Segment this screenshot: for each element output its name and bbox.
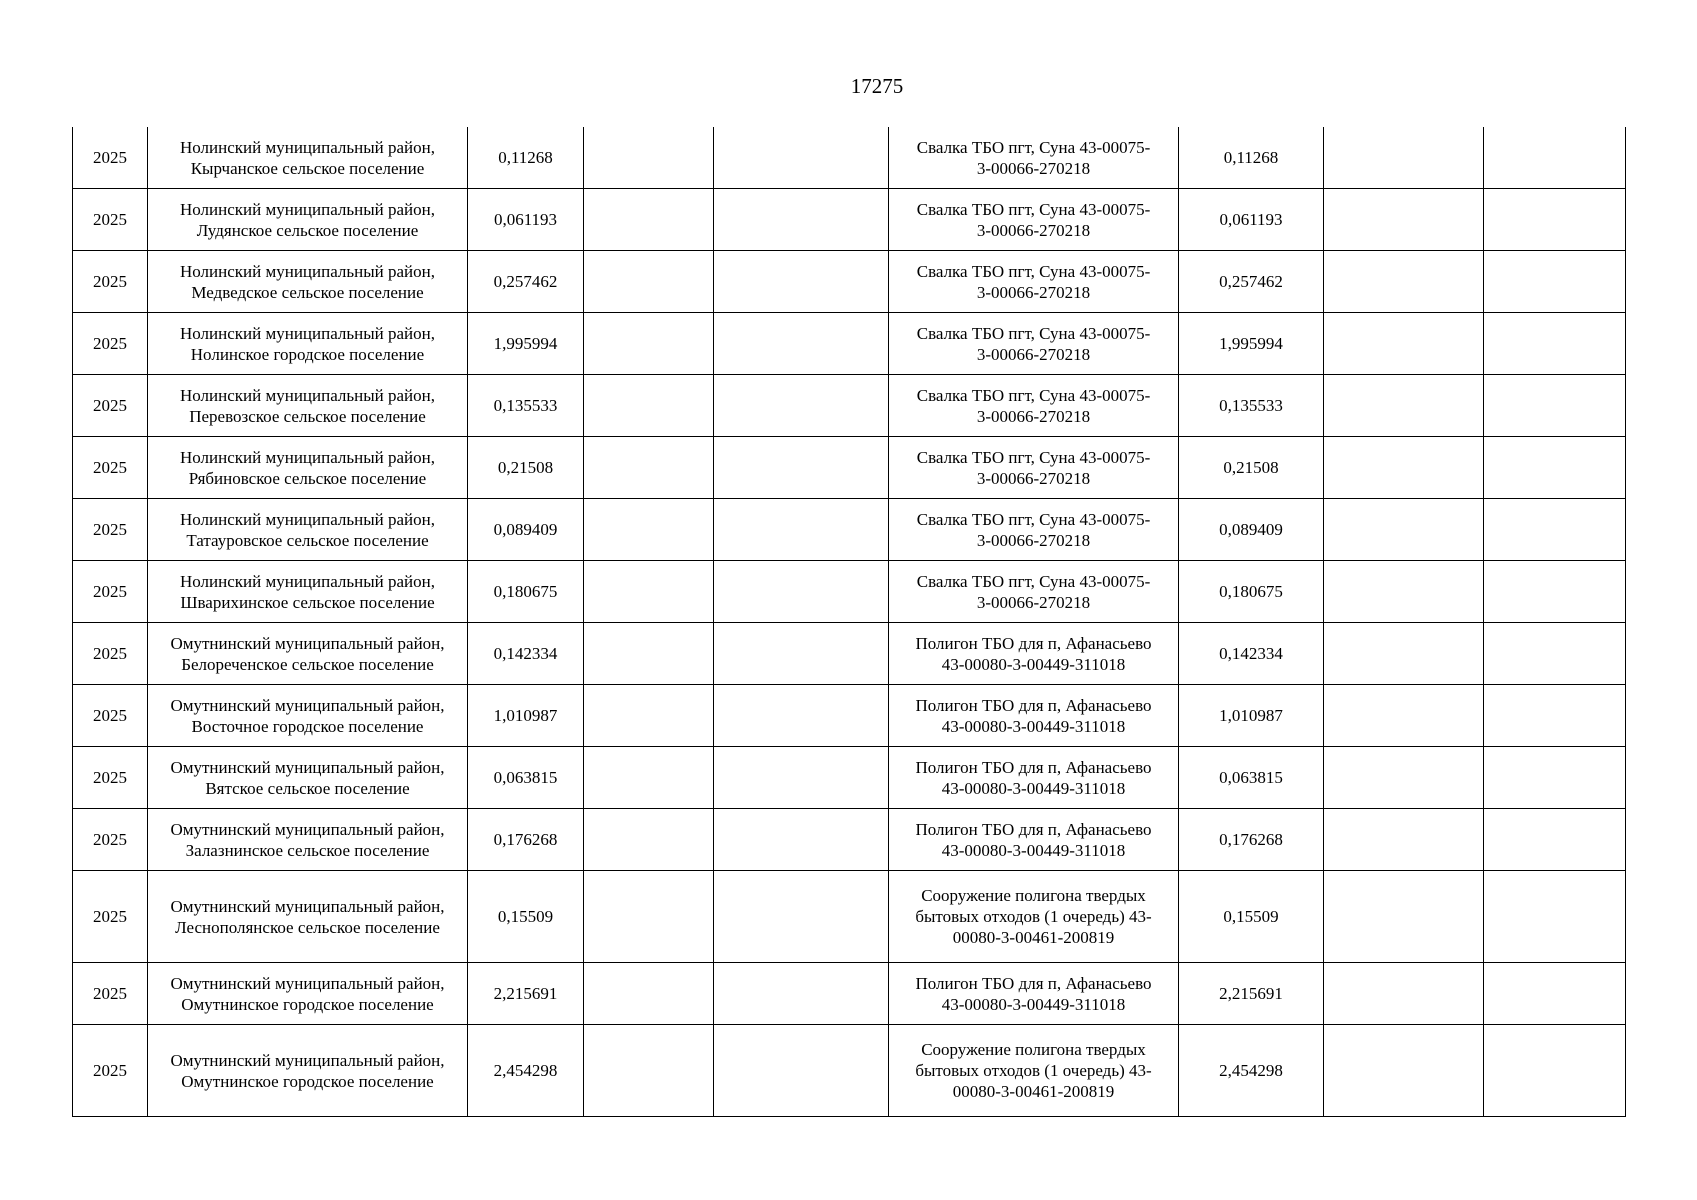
mass-cell: 0,21508: [468, 437, 584, 499]
empty-cell: [584, 963, 714, 1025]
facility-line: Свалка ТБО пгт, Суна 43-00075-: [916, 385, 1151, 405]
year-cell: 2025: [73, 189, 148, 251]
empty-cell: [1484, 127, 1626, 189]
settlement-name: Шварихинское сельское поселение: [180, 592, 435, 612]
facility-line: 3-00066-270218: [976, 592, 1091, 612]
mass-cell: 0,180675: [468, 561, 584, 623]
received-mass-cell: 0,21508: [1179, 437, 1324, 499]
empty-cell: [1324, 437, 1484, 499]
year-cell: 2025: [73, 499, 148, 561]
table-row: [73, 685, 1626, 747]
empty-cell: [714, 1025, 889, 1117]
received-mass-cell: 1,010987: [1179, 685, 1324, 747]
municipality-cell: [148, 127, 468, 189]
facility-line: 43-00080-3-00449-311018: [941, 994, 1126, 1014]
year-cell: 2025: [73, 561, 148, 623]
district-name: Омутнинский муниципальный район,: [170, 819, 445, 839]
table-row: [73, 375, 1626, 437]
facility-line: 43-00080-3-00449-311018: [941, 716, 1126, 736]
district-name: Омутнинский муниципальный район,: [170, 896, 445, 916]
municipality-cell: [148, 1025, 468, 1117]
facility-line: Сооружение полигона твердых: [921, 886, 1146, 905]
empty-cell: [1324, 809, 1484, 871]
municipality-cell: [148, 747, 468, 809]
year-cell: 2025: [73, 251, 148, 313]
received-mass-cell: 0,063815: [1179, 747, 1324, 809]
year-cell: 2025: [73, 437, 148, 499]
empty-cell: [1484, 809, 1626, 871]
district-name: Нолинский муниципальный район,: [179, 447, 436, 467]
empty-cell: [584, 1025, 714, 1117]
district-name: Омутнинский муниципальный район,: [170, 1050, 445, 1070]
empty-cell: [1324, 189, 1484, 251]
district-name: Нолинский муниципальный район,: [179, 509, 436, 529]
facility-line: Полигон ТБО для п, Афанасьево: [915, 819, 1152, 839]
received-mass-cell: 0,135533: [1179, 375, 1324, 437]
facility-line: Свалка ТБО пгт, Суна 43-00075-: [916, 447, 1151, 467]
facility-cell: [889, 251, 1179, 313]
facility-cell: [889, 963, 1179, 1025]
facility-line: Полигон ТБО для п, Афанасьево: [915, 757, 1152, 777]
table-row: [73, 809, 1626, 871]
settlement-name: Омутнинское городское поселение: [181, 1071, 434, 1091]
facility-line: Свалка ТБО пгт, Суна 43-00075-: [916, 261, 1151, 281]
facility-line: Свалка ТБО пгт, Суна 43-00075-: [916, 137, 1151, 157]
settlement-name: Перевозское сельское поселение: [189, 406, 426, 426]
received-mass-cell: 0,061193: [1179, 189, 1324, 251]
facility-cell: [889, 499, 1179, 561]
facility-line: 43-00080-3-00449-311018: [941, 778, 1126, 798]
municipality-cell: [148, 561, 468, 623]
received-mass-cell: 0,142334: [1179, 623, 1324, 685]
district-name: Омутнинский муниципальный район,: [170, 695, 445, 715]
facility-cell: [889, 127, 1179, 189]
empty-cell: [584, 375, 714, 437]
facility-cell: [889, 561, 1179, 623]
settlement-name: Залазнинское сельское поселение: [185, 840, 430, 860]
empty-cell: [584, 871, 714, 963]
mass-cell: 0,15509: [468, 871, 584, 963]
year-cell: 2025: [73, 809, 148, 871]
empty-cell: [584, 623, 714, 685]
facility-line: Полигон ТБО для п, Афанасьево: [915, 695, 1152, 715]
empty-cell: [1484, 1025, 1626, 1117]
empty-cell: [1484, 499, 1626, 561]
mass-cell: 0,176268: [468, 809, 584, 871]
table-row: [73, 251, 1626, 313]
empty-cell: [584, 189, 714, 251]
empty-cell: [1484, 375, 1626, 437]
mass-cell: 0,061193: [468, 189, 584, 251]
table-row: [73, 747, 1626, 809]
facility-line: 3-00066-270218: [976, 530, 1091, 550]
received-mass-cell: 0,180675: [1179, 561, 1324, 623]
empty-cell: [1484, 561, 1626, 623]
district-name: Нолинский муниципальный район,: [179, 323, 436, 343]
facility-line: бытовых отходов (1 очередь) 43-: [915, 1061, 1152, 1080]
settlement-name: Медведское сельское поселение: [191, 282, 424, 302]
table-row: [73, 437, 1626, 499]
municipality-cell: [148, 189, 468, 251]
empty-cell: [1484, 963, 1626, 1025]
empty-cell: [1324, 561, 1484, 623]
empty-cell: [1484, 251, 1626, 313]
empty-cell: [1324, 871, 1484, 963]
facility-cell: [889, 685, 1179, 747]
mass-cell: 0,063815: [468, 747, 584, 809]
empty-cell: [1324, 251, 1484, 313]
facility-line: 3-00066-270218: [976, 468, 1091, 488]
empty-cell: [584, 809, 714, 871]
settlement-name: Вятское сельское поселение: [205, 778, 410, 798]
municipality-cell: [148, 251, 468, 313]
mass-cell: 0,135533: [468, 375, 584, 437]
facility-cell: [889, 313, 1179, 375]
empty-cell: [714, 871, 889, 963]
empty-cell: [714, 189, 889, 251]
table-row: [73, 127, 1626, 189]
empty-cell: [714, 963, 889, 1025]
data-table: [72, 127, 1626, 1117]
facility-line: Свалка ТБО пгт, Суна 43-00075-: [916, 509, 1151, 529]
facility-line: Свалка ТБО пгт, Суна 43-00075-: [916, 571, 1151, 591]
received-mass-cell: 0,11268: [1179, 127, 1324, 189]
empty-cell: [584, 561, 714, 623]
municipality-cell: [148, 685, 468, 747]
empty-cell: [1324, 685, 1484, 747]
mass-cell: 2,215691: [468, 963, 584, 1025]
facility-cell: [889, 623, 1179, 685]
empty-cell: [584, 313, 714, 375]
empty-cell: [714, 747, 889, 809]
facility-line: 3-00066-270218: [976, 344, 1091, 364]
table-row: [73, 313, 1626, 375]
empty-cell: [584, 747, 714, 809]
table-body: [73, 127, 1626, 1117]
settlement-name: Омутнинское городское поселение: [181, 994, 434, 1014]
empty-cell: [1484, 871, 1626, 963]
empty-cell: [1484, 623, 1626, 685]
empty-cell: [1484, 685, 1626, 747]
mass-cell: 1,995994: [468, 313, 584, 375]
mass-cell: 1,010987: [468, 685, 584, 747]
year-cell: 2025: [73, 871, 148, 963]
empty-cell: [714, 623, 889, 685]
district-name: Омутнинский муниципальный район,: [170, 973, 445, 993]
received-mass-cell: 0,176268: [1179, 809, 1324, 871]
mass-cell: 0,11268: [468, 127, 584, 189]
empty-cell: [584, 685, 714, 747]
facility-line: 3-00066-270218: [976, 406, 1091, 426]
district-name: Нолинский муниципальный район,: [179, 385, 436, 405]
received-mass-cell: 0,257462: [1179, 251, 1324, 313]
mass-cell: 2,454298: [468, 1025, 584, 1117]
year-cell: 2025: [73, 313, 148, 375]
facility-line: Свалка ТБО пгт, Суна 43-00075-: [916, 323, 1151, 343]
empty-cell: [1324, 1025, 1484, 1117]
table-row: [73, 963, 1626, 1025]
table-row: [73, 623, 1626, 685]
municipality-cell: [148, 499, 468, 561]
district-name: Омутнинский муниципальный район,: [170, 757, 445, 777]
table-row: [73, 871, 1626, 963]
table-row: [73, 1025, 1626, 1117]
mass-cell: 0,142334: [468, 623, 584, 685]
empty-cell: [1324, 375, 1484, 437]
facility-line: 43-00080-3-00449-311018: [941, 654, 1126, 674]
empty-cell: [1484, 747, 1626, 809]
empty-cell: [1324, 623, 1484, 685]
received-mass-cell: 0,089409: [1179, 499, 1324, 561]
empty-cell: [714, 375, 889, 437]
facility-line: 3-00066-270218: [976, 220, 1091, 240]
year-cell: 2025: [73, 375, 148, 437]
table-row: [73, 561, 1626, 623]
facility-line: Полигон ТБО для п, Афанасьево: [915, 973, 1152, 993]
settlement-name: Восточное городское поселение: [191, 716, 424, 736]
municipality-cell: [148, 809, 468, 871]
facility-cell: [889, 871, 1179, 963]
settlement-name: Нолинское городское поселение: [190, 344, 425, 364]
municipality-cell: [148, 313, 468, 375]
facility-cell: [889, 437, 1179, 499]
settlement-name: Татауровское сельское поселение: [186, 530, 429, 550]
facility-cell: [889, 1025, 1179, 1117]
empty-cell: [1484, 437, 1626, 499]
municipality-cell: [148, 963, 468, 1025]
received-mass-cell: 1,995994: [1179, 313, 1324, 375]
received-mass-cell: 0,15509: [1179, 871, 1324, 963]
empty-cell: [714, 809, 889, 871]
empty-cell: [584, 437, 714, 499]
settlement-name: Леснополянское сельское поселение: [175, 917, 440, 937]
district-name: Нолинский муниципальный район,: [179, 261, 436, 281]
empty-cell: [1324, 499, 1484, 561]
facility-cell: [889, 375, 1179, 437]
facility-line: 43-00080-3-00449-311018: [941, 840, 1126, 860]
facility-line: Полигон ТБО для п, Афанасьево: [915, 633, 1152, 653]
facility-line: Сооружение полигона твердых: [921, 1040, 1146, 1059]
district-name: Омутнинский муниципальный район,: [170, 633, 445, 653]
facility-line: 00080-3-00461-200819: [952, 1082, 1115, 1101]
municipality-cell: [148, 623, 468, 685]
table-row: [73, 189, 1626, 251]
facility-line: 00080-3-00461-200819: [952, 928, 1115, 947]
empty-cell: [584, 127, 714, 189]
facility-cell: [889, 809, 1179, 871]
district-name: Нолинский муниципальный район,: [179, 137, 436, 157]
table-row: [73, 499, 1626, 561]
year-cell: 2025: [73, 623, 148, 685]
year-cell: 2025: [73, 747, 148, 809]
empty-cell: [584, 251, 714, 313]
empty-cell: [714, 313, 889, 375]
received-mass-cell: 2,454298: [1179, 1025, 1324, 1117]
empty-cell: [1324, 313, 1484, 375]
empty-cell: [714, 127, 889, 189]
year-cell: 2025: [73, 1025, 148, 1117]
year-cell: 2025: [73, 685, 148, 747]
empty-cell: [714, 499, 889, 561]
empty-cell: [1484, 189, 1626, 251]
district-name: Нолинский муниципальный район,: [179, 571, 436, 591]
empty-cell: [1324, 127, 1484, 189]
empty-cell: [714, 685, 889, 747]
settlement-name: Белореченское сельское поселение: [181, 654, 434, 674]
page-number: 17275: [850, 74, 904, 98]
settlement-name: Рябиновское сельское поселение: [188, 468, 427, 488]
facility-cell: [889, 189, 1179, 251]
settlement-name: Лудянское сельское поселение: [196, 220, 419, 240]
facility-line: 3-00066-270218: [976, 282, 1091, 302]
settlement-name: Кырчанское сельское поселение: [190, 158, 425, 178]
facility-line: бытовых отходов (1 очередь) 43-: [915, 907, 1152, 926]
year-cell: 2025: [73, 127, 148, 189]
received-mass-cell: 2,215691: [1179, 963, 1324, 1025]
municipality-cell: [148, 871, 468, 963]
empty-cell: [714, 437, 889, 499]
empty-cell: [1324, 963, 1484, 1025]
year-cell: 2025: [73, 963, 148, 1025]
empty-cell: [714, 251, 889, 313]
municipality-cell: [148, 375, 468, 437]
facility-cell: [889, 747, 1179, 809]
municipality-cell: [148, 437, 468, 499]
mass-cell: 0,089409: [468, 499, 584, 561]
empty-cell: [714, 561, 889, 623]
district-name: Нолинский муниципальный район,: [179, 199, 436, 219]
mass-cell: 0,257462: [468, 251, 584, 313]
empty-cell: [1324, 747, 1484, 809]
facility-line: 3-00066-270218: [976, 158, 1091, 178]
facility-line: Свалка ТБО пгт, Суна 43-00075-: [916, 199, 1151, 219]
empty-cell: [584, 499, 714, 561]
empty-cell: [1484, 313, 1626, 375]
